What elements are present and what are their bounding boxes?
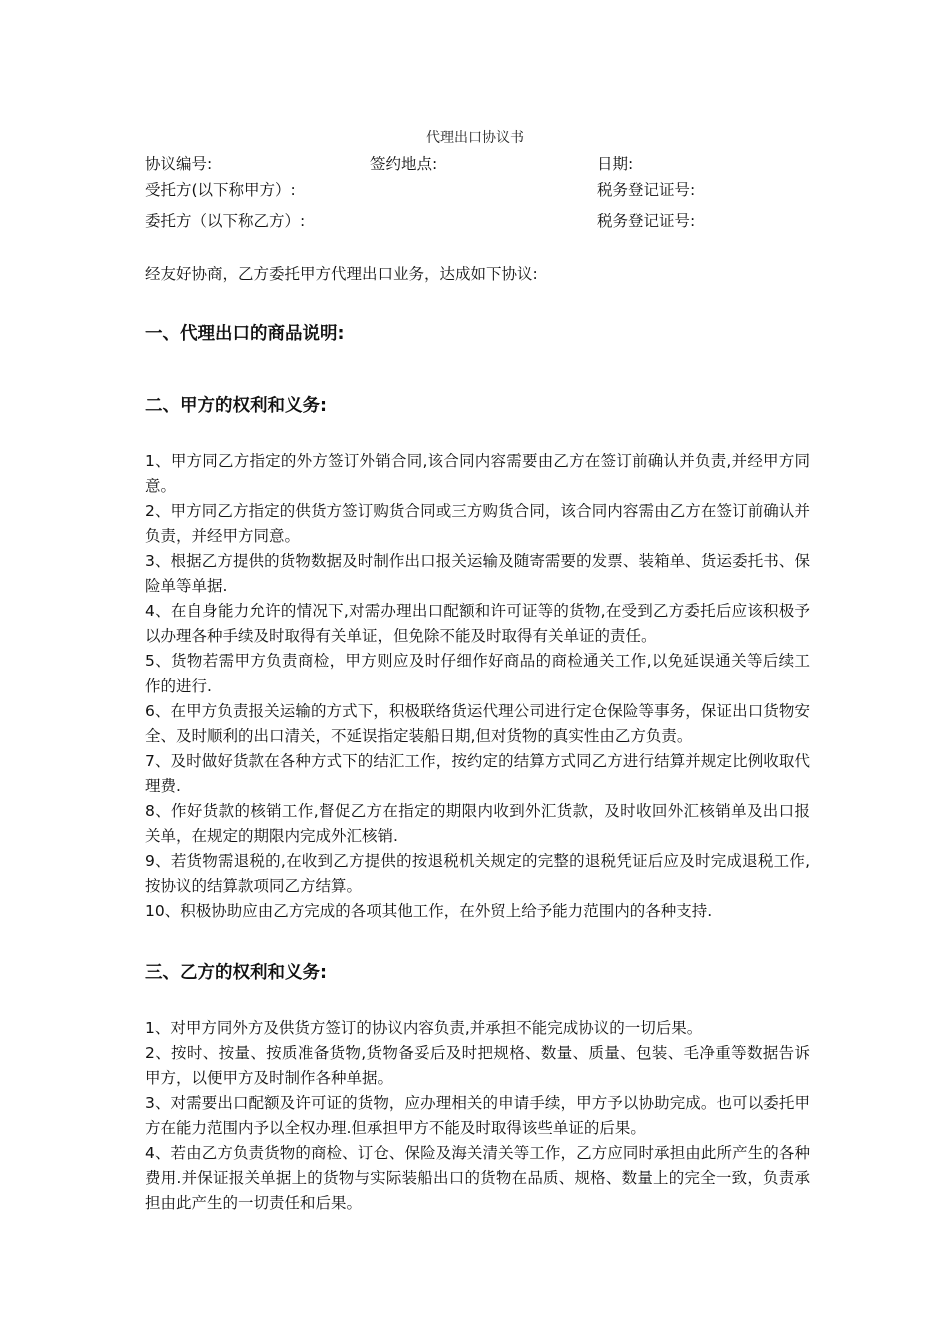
list-item: 9、若货物需退税的,在收到乙方提供的按退税机关规定的完整的退税凭证后应及时完成退税工作,按协议的结算款项同乙方结算。 <box>145 852 810 895</box>
sign-place-label: 签约地点: <box>370 155 438 173</box>
section-2-title: 二、甲方的权利和义务: <box>145 396 327 416</box>
document-title: 代理出口协议书 <box>426 130 524 146</box>
agreement-number-label: 协议编号: <box>145 155 213 173</box>
list-item: 7、及时做好货款在各种方式下的结汇工作，按约定的结算方式同乙方进行结算并规定比例收取代理费. <box>145 752 810 795</box>
list-item: 5、货物若需甲方负责商检，甲方则应及时仔细作好商品的商检通关工作,以免延误通关等后续工作的进行. <box>145 652 810 695</box>
party-b-tax-label: 税务登记证号: <box>597 212 696 230</box>
list-item: 2、甲方同乙方指定的供货方签订购货合同或三方购货合同，该合同内容需由乙方在签订前确认并负责，并经甲方同意。 <box>145 502 810 545</box>
list-item: 8、作好货款的核销工作,督促乙方在指定的期限内收到外汇货款，及时收回外汇核销单及出口报关单，在规定的期限内完成外汇核销. <box>145 802 810 845</box>
list-item: 3、根据乙方提供的货物数据及时制作出口报关运输及随寄需要的发票、装箱单、货运委托书、保险单等单据. <box>145 552 810 595</box>
party-b-label: 委托方（以下称乙方）: <box>145 212 306 230</box>
date-label: 日期: <box>597 155 634 173</box>
section-2-list <box>145 449 810 924</box>
party-a-label: 受托方(以下称甲方）: <box>145 181 296 199</box>
section-1-title: 一、代理出口的商品说明: <box>145 324 345 344</box>
list-item: 4、若由乙方负责货物的商检、订仓、保险及海关清关等工作，乙方应同时承担由此所产生的各种费用.并保证报关单据上的货物与实际装船出口的货物在品质、规格、数量上的完全一致，负责承担由此产生的一切责任和后果。 <box>145 1144 810 1212</box>
list-item: 2、按时、按量、按质准备货物,货物备妥后及时把规格、数量、质量、包装、毛净重等数据告诉甲方，以便甲方及时制作各种单据。 <box>145 1044 810 1087</box>
list-item: 3、对需要出口配额及许可证的货物，应办理相关的申请手续，甲方予以协助完成。也可以委托甲方在能力范围内予以全权办理.但承担甲方不能及时取得该些单证的后果。 <box>145 1094 810 1137</box>
list-item: 6、在甲方负责报关运输的方式下，积极联络货运代理公司进行定仓保险等事务，保证出口货物安全、及时顺利的出口清关，不延误指定装船日期,但对货物的真实性由乙方负责。 <box>145 702 810 745</box>
intro-paragraph: 经友好协商，乙方委托甲方代理出口业务，达成如下协议: <box>145 265 538 283</box>
section-3-title: 三、乙方的权利和义务: <box>145 963 327 983</box>
section-3-list <box>145 1016 810 1216</box>
list-item: 10、积极协助应由乙方完成的各项其他工作，在外贸上给予能力范围内的各种支持. <box>145 902 713 920</box>
list-item: 4、在自身能力允许的情况下,对需办理出口配额和许可证等的货物,在受到乙方委托后应该积极予以办理各种手续及时取得有关单证，但免除不能及时取得有关单证的责任。 <box>145 602 810 645</box>
party-a-tax-label: 税务登记证号: <box>597 181 696 199</box>
list-item: 1、甲方同乙方指定的外方签订外销合同,该合同内容需要由乙方在签订前确认并负责,并经甲方同意。 <box>145 452 810 495</box>
list-item: 1、对甲方同外方及供货方签订的协议内容负责,并承担不能完成协议的一切后果。 <box>145 1019 703 1037</box>
